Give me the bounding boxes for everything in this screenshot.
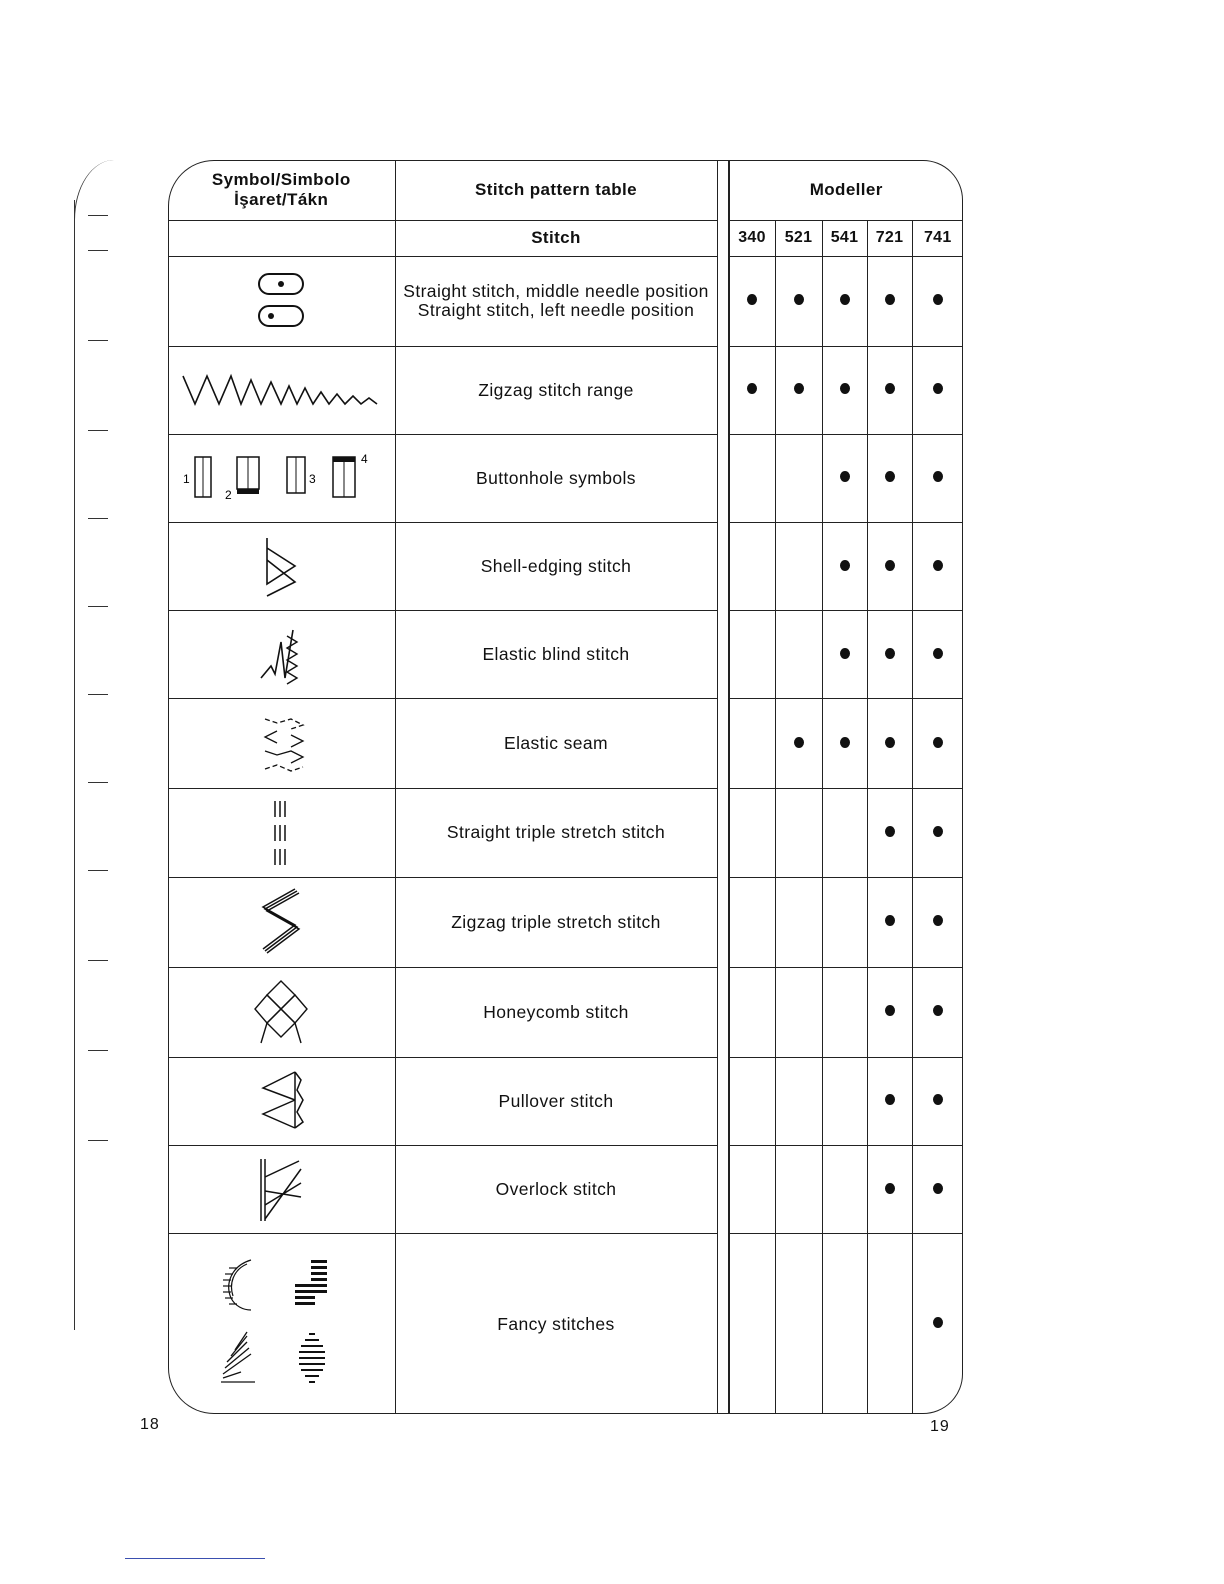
buttonhole-icon [168, 453, 395, 503]
model-521-cell [775, 256, 822, 346]
stitch-name [395, 611, 717, 699]
availability-dot [933, 383, 943, 394]
model-340-cell [729, 346, 775, 434]
availability-dot [794, 383, 804, 394]
symbol-cell [168, 523, 395, 611]
stitch-name [395, 256, 717, 346]
column-gap [717, 1234, 729, 1414]
symbol-header-line2: İşaret/Tákn [234, 189, 329, 209]
model-721-cell [867, 877, 912, 967]
availability-dot [840, 471, 850, 482]
model-541-cell [822, 877, 867, 967]
availability-dot [794, 737, 804, 748]
stitch-pattern-table [168, 160, 963, 1414]
model-741-cell [912, 523, 963, 611]
stitch-name-line: Honeycomb stitch [483, 1001, 629, 1022]
availability-dot [885, 648, 895, 659]
stitch-row [168, 789, 963, 877]
availability-dot [885, 294, 895, 305]
stitch-row [168, 1057, 963, 1145]
model-340-cell [729, 699, 775, 789]
stitch-name-line: Overlock stitch [495, 1179, 617, 1200]
margin-tick [88, 960, 108, 961]
column-gap [717, 1057, 729, 1145]
model-521-cell [775, 1234, 822, 1414]
availability-dot [747, 294, 757, 305]
column-gap [717, 256, 729, 346]
availability-dot [933, 648, 943, 659]
availability-dot [885, 1005, 895, 1016]
stitch-name-line: Pullover stitch [498, 1090, 614, 1111]
subheader-row [168, 220, 963, 256]
availability-dot [885, 383, 895, 394]
availability-dot [933, 294, 943, 305]
stitch-name [395, 967, 717, 1057]
elastic-blind-icon [168, 622, 395, 688]
symbol-cell [168, 434, 395, 522]
model-541-cell [822, 346, 867, 434]
model-521-cell [775, 1057, 822, 1145]
column-gap [717, 160, 729, 220]
availability-dot [840, 294, 850, 305]
overlock-icon [168, 1155, 395, 1225]
triple-straight-icon [168, 797, 395, 869]
stitch-row [168, 611, 963, 699]
svg-text:3: 3 [309, 472, 316, 487]
shell-edging-icon [168, 534, 395, 600]
margin-tick [88, 518, 108, 519]
margin-tick [88, 430, 108, 431]
stitch-name [395, 877, 717, 967]
model-721-cell [867, 699, 912, 789]
symbol-subheader [168, 220, 395, 256]
stitch-name-line: Buttonhole symbols [476, 467, 636, 488]
model-721-cell [867, 1234, 912, 1414]
availability-dot [885, 915, 895, 926]
column-gap [717, 523, 729, 611]
availability-dot [747, 383, 757, 394]
stitch-name-line: Straight stitch, left needle position [417, 300, 695, 321]
model-741-cell [912, 611, 963, 699]
triple-zigzag-icon [168, 887, 395, 957]
column-gap [717, 699, 729, 789]
stitch-row [168, 967, 963, 1057]
model-721-cell [867, 1057, 912, 1145]
symbol-header-line1: Symbol/Simbolo [211, 169, 351, 189]
model-541-cell [822, 699, 867, 789]
stitch-name-line: Shell-edging stitch [480, 556, 632, 577]
stitch-row [168, 699, 963, 789]
model-340-cell [729, 967, 775, 1057]
model-521-cell [775, 789, 822, 877]
margin-curve [74, 160, 115, 220]
margin-tick [88, 1140, 108, 1141]
stitch-name-line: Zigzag triple stretch stitch [451, 911, 661, 932]
margin-tick [88, 1050, 108, 1051]
stitch-row [168, 256, 963, 346]
column-gap [717, 611, 729, 699]
page-number-right: 19 [930, 1418, 950, 1435]
availability-dot [933, 737, 943, 748]
model-340-cell [729, 789, 775, 877]
model-521-cell [775, 877, 822, 967]
models-header: Modeller [729, 160, 963, 220]
column-gap [717, 877, 729, 967]
availability-dot [933, 1094, 943, 1105]
column-gap [717, 789, 729, 877]
availability-dot [885, 471, 895, 482]
model-741-cell [912, 877, 963, 967]
symbol-cell [168, 256, 395, 346]
symbol-cell [168, 699, 395, 789]
stitch-name [395, 789, 717, 877]
model-741-cell [912, 346, 963, 434]
availability-dot [840, 560, 850, 571]
svg-text:2: 2 [225, 488, 232, 503]
bottom-rule [125, 1558, 265, 1559]
symbol-cell [168, 1234, 395, 1414]
stitch-name-line: Straight triple stretch stitch [446, 822, 666, 843]
model-741-cell [912, 789, 963, 877]
availability-dot [933, 1317, 943, 1328]
availability-dot [885, 1094, 895, 1105]
straight-stitch-icon [168, 268, 395, 334]
symbol-cell [168, 789, 395, 877]
symbol-header [168, 160, 395, 220]
margin-tick [88, 870, 108, 871]
model-521: 521 [775, 220, 822, 256]
page-number-left: 18 [140, 1416, 160, 1433]
symbol-cell [168, 967, 395, 1057]
zigzag-icon [168, 370, 395, 410]
table-title: Stitch pattern table [395, 160, 717, 220]
stitch-name-line: Straight stitch, middle needle position [403, 281, 709, 302]
availability-dot [933, 826, 943, 837]
model-521-cell [775, 1145, 822, 1233]
availability-dot [794, 294, 804, 305]
model-721-cell [867, 346, 912, 434]
model-721-cell [867, 967, 912, 1057]
model-741-cell [912, 1057, 963, 1145]
model-340-cell [729, 256, 775, 346]
stitch-row [168, 346, 963, 434]
model-541-cell [822, 1057, 867, 1145]
margin-line [74, 200, 75, 1330]
model-721-cell [867, 523, 912, 611]
model-541-cell [822, 523, 867, 611]
symbol-cell [168, 877, 395, 967]
model-541-cell [822, 1145, 867, 1233]
stitch-name [395, 434, 717, 522]
model-541-cell [822, 434, 867, 522]
model-541-cell [822, 967, 867, 1057]
model-741-cell [912, 434, 963, 522]
model-521-cell [775, 699, 822, 789]
model-741: 741 [912, 220, 963, 256]
model-741-cell [912, 699, 963, 789]
stitch-row [168, 434, 963, 522]
stitch-name-line: Fancy stitches [497, 1313, 615, 1334]
column-gap [717, 967, 729, 1057]
stitch-name [395, 523, 717, 611]
availability-dot [933, 1183, 943, 1194]
availability-dot [840, 383, 850, 394]
model-340-cell [729, 434, 775, 522]
svg-text:1: 1 [183, 472, 190, 487]
margin-tick [88, 215, 108, 216]
model-741-cell [912, 1234, 963, 1414]
stitch-name-line: Elastic seam [504, 733, 608, 754]
model-741-cell [912, 1145, 963, 1233]
model-721-cell [867, 789, 912, 877]
stitch-row [168, 1145, 963, 1233]
availability-dot [840, 737, 850, 748]
model-541-cell [822, 611, 867, 699]
margin-tick [88, 694, 108, 695]
model-521-cell [775, 967, 822, 1057]
stitch-name [395, 1057, 717, 1145]
stitch-name-line: Zigzag stitch range [478, 379, 634, 400]
availability-dot [840, 648, 850, 659]
margin-tick [88, 250, 108, 251]
fancy-stitches-icon [168, 1254, 395, 1394]
stitch-name [395, 1145, 717, 1233]
model-741-cell [912, 967, 963, 1057]
model-340-cell [729, 611, 775, 699]
model-340-cell [729, 877, 775, 967]
stitch-column-header: Stitch [395, 220, 717, 256]
model-721-cell [867, 256, 912, 346]
pullover-icon [168, 1066, 395, 1136]
model-541-cell [822, 1234, 867, 1414]
model-340: 340 [729, 220, 775, 256]
title-row [168, 160, 963, 220]
model-541: 541 [822, 220, 867, 256]
honeycomb-icon [168, 977, 395, 1047]
model-541-cell [822, 256, 867, 346]
margin-tick [88, 782, 108, 783]
model-721: 721 [867, 220, 912, 256]
availability-dot [933, 560, 943, 571]
stitch-row [168, 1234, 963, 1414]
stitch-name [395, 346, 717, 434]
availability-dot [885, 737, 895, 748]
model-521-cell [775, 523, 822, 611]
model-340-cell [729, 1057, 775, 1145]
model-521-cell [775, 434, 822, 522]
model-521-cell [775, 346, 822, 434]
symbol-cell [168, 611, 395, 699]
stitch-table-sheet [148, 160, 963, 1414]
model-721-cell [867, 1145, 912, 1233]
availability-dot [885, 1183, 895, 1194]
margin-tick [88, 340, 108, 341]
svg-text:4: 4 [361, 453, 368, 467]
availability-dot [885, 826, 895, 837]
model-721-cell [867, 611, 912, 699]
availability-dot [885, 560, 895, 571]
stitch-name [395, 699, 717, 789]
elastic-seam-icon [168, 711, 395, 777]
model-340-cell [729, 1145, 775, 1233]
margin-tick [88, 606, 108, 607]
model-340-cell [729, 1234, 775, 1414]
symbol-cell [168, 346, 395, 434]
symbol-cell [168, 1145, 395, 1233]
model-741-cell [912, 256, 963, 346]
stitch-name-line: Elastic blind stitch [482, 644, 630, 665]
column-gap [717, 1145, 729, 1233]
model-340-cell [729, 523, 775, 611]
column-gap [717, 220, 729, 256]
stitch-name [395, 1234, 717, 1414]
stitch-row [168, 877, 963, 967]
model-721-cell [867, 434, 912, 522]
availability-dot [933, 1005, 943, 1016]
column-gap [717, 434, 729, 522]
availability-dot [933, 915, 943, 926]
stitch-row [168, 523, 963, 611]
model-541-cell [822, 789, 867, 877]
model-521-cell [775, 611, 822, 699]
symbol-cell [168, 1057, 395, 1145]
availability-dot [933, 471, 943, 482]
column-gap [717, 346, 729, 434]
